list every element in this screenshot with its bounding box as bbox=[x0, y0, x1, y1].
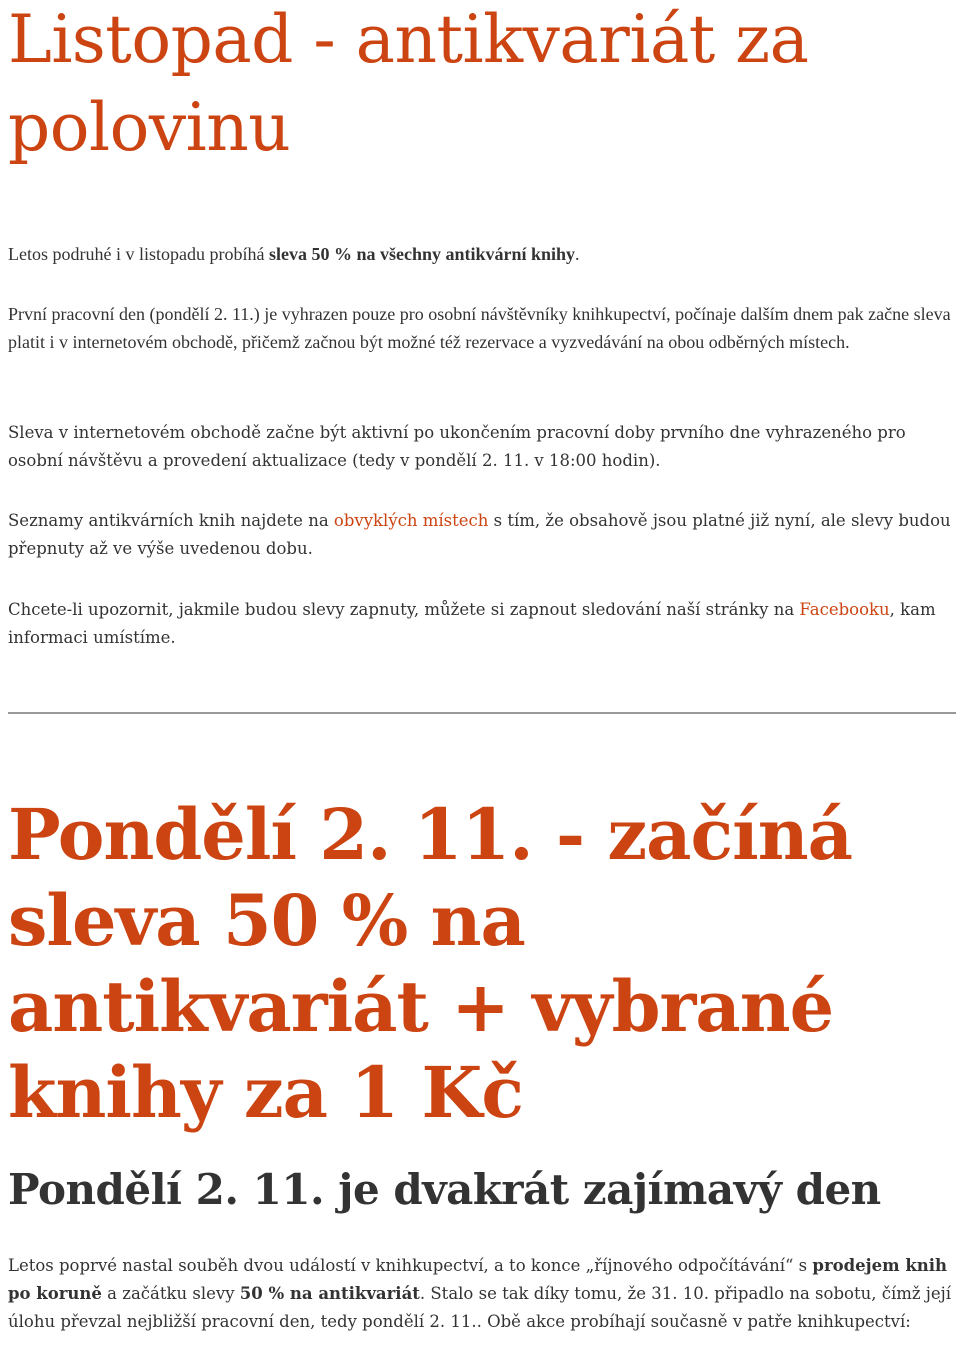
intro-paragraph bbox=[8, 240, 956, 268]
coincidence-text-2: a začátku slevy bbox=[101, 1284, 240, 1303]
intro-end: . bbox=[575, 244, 580, 264]
first-day-paragraph: První pracovní den (pondělí 2. 11.) je vyhrazen pouze pro osobní návštěvníky knihkupectví, počínaje dalším dnem pak začne sleva platit i v internetovém obchodě, přičemž začnou být možné též rezervace a vyzvedávání na obou odběrných místech. bbox=[8, 304, 951, 352]
intro-text: Letos podruhé i v listopadu probíhá bbox=[8, 244, 269, 264]
lists-text-after: s tím, že obsahově jsou platné již nyní, ale slevy budou přepnuty až ve výše uvedenou dobu. bbox=[8, 511, 951, 558]
one-crown-highlight: prodejem knih po koruně bbox=[8, 1256, 948, 1303]
eshop-paragraph: Sleva v internetovém obchodě začne být aktivní po ukončením pracovní doby prvního dne vyhrazeného pro osobní návštěvu a provedení aktualizace (tedy v pondělí 2. 11. v 18:00 hodin). bbox=[8, 423, 906, 470]
coincidence-paragraph bbox=[8, 1252, 956, 1336]
lists-paragraph bbox=[8, 507, 956, 563]
post-title-pondeli[interactable]: Pondělí 2. 11. - začíná sleva 50 % na antikvariát + vybrané knihy za 1 Kč bbox=[8, 793, 852, 1134]
facebook-text-after: , kam informaci umístíme. bbox=[8, 600, 936, 647]
post-divider bbox=[8, 712, 956, 714]
coincidence-text-3: . Stalo se tak díky tomu, že 31. 10. připadlo na sobotu, čímž její úlohu převzal nejbližší pracovní den, tedy pondělí 2. 11.. Obě akce probíhají současně v patře knihkupectví: bbox=[8, 1284, 952, 1331]
usual-places-link[interactable]: obvyklých místech bbox=[333, 511, 489, 530]
post-subtitle: Pondělí 2. 11. je dvakrát zajímavý den bbox=[8, 1165, 881, 1214]
post-title-listopad[interactable]: Listopad - antikvariát za polovinu bbox=[8, 1, 809, 166]
facebook-paragraph bbox=[8, 596, 956, 652]
discount-highlight: sleva 50 % na všechny antikvární knihy bbox=[268, 244, 576, 264]
half-price-highlight: 50 % na antikvariát bbox=[239, 1284, 420, 1303]
lists-text-before: Seznamy antikvárních knih najdete na bbox=[8, 511, 334, 530]
facebook-link[interactable]: Facebooku bbox=[799, 600, 890, 619]
coincidence-text-1: Letos poprvé nastal souběh dvou událostí v knihkupectví, a to konce „říjnového odpočítávání“ s bbox=[8, 1256, 813, 1275]
facebook-text-before: Chcete-li upozornit, jakmile budou slevy zapnuty, můžete si zapnout sledování naší stránky na bbox=[8, 600, 800, 619]
